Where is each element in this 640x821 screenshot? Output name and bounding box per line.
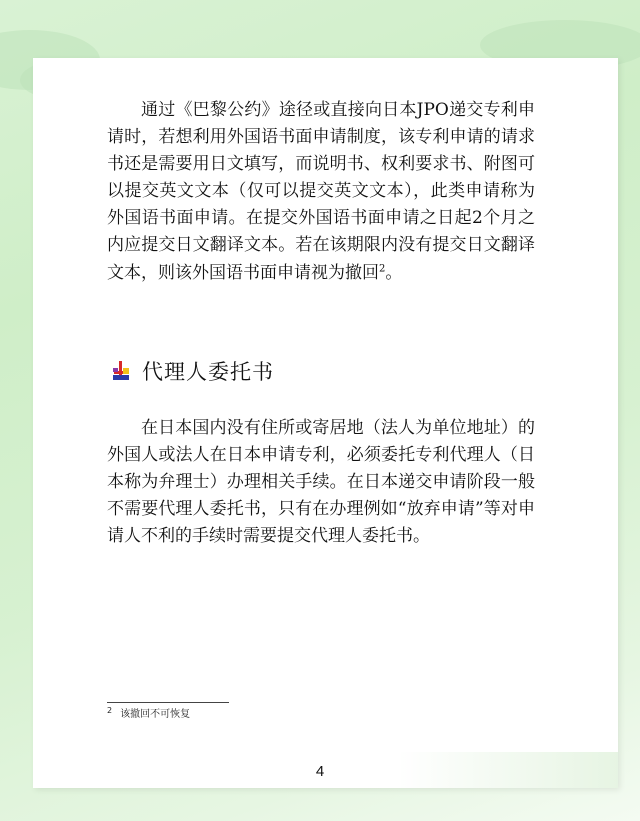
pin-bullet-icon <box>110 360 132 382</box>
footnote-number: 2 <box>107 705 113 715</box>
paragraph-text: 通过《巴黎公约》途径或直接向日本JPO递交专利申请时，若想利用外国语书面申请制度，该专利申请的请求书还是需要用日文填写，而说明书、权利要求书、附图可以提交英文文本（仅可以提交英文文本），此类申请称为外国语书面申请。在提交外国语书面申请之日起2个月之内应提交日文翻译文本。若在该期限内没有提交日文翻译文本，则该外国语书面申请视为撤回 <box>107 100 535 283</box>
section-title: 代理人委托书 <box>142 360 274 384</box>
body-paragraph-2: 在日本国内没有住所或寄居地（法人为单位地址）的外国人或法人在日本申请专利，必须委托专利代理人（日本称为弁理士）办理相关手续。在日本递交申请阶段一般不需要代理人委托书，只有在办理例如“放弃申请”等对申请人不利的手续时需要提交代理人委托书。 <box>107 418 535 547</box>
body-paragraph-1 <box>107 97 535 287</box>
footnote <box>107 705 190 720</box>
footnote-text: 该撤回不可恢复 <box>120 709 191 720</box>
section-heading <box>110 355 274 387</box>
page-number: 4 <box>315 763 325 780</box>
footnote-reference[interactable]: 2 <box>379 262 386 274</box>
footnote-divider <box>107 702 229 703</box>
paragraph-end: 。 <box>385 262 403 283</box>
